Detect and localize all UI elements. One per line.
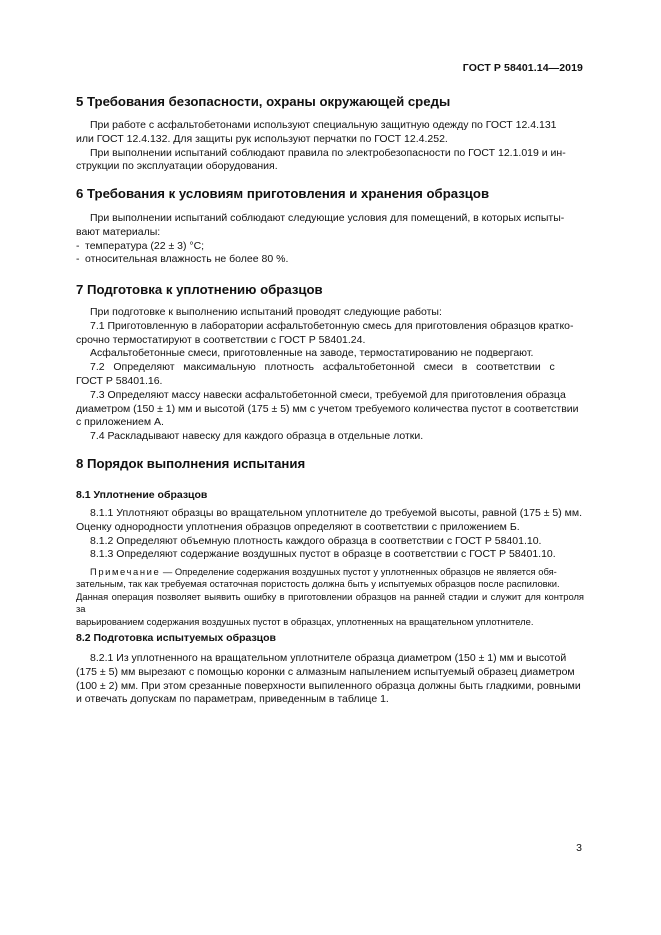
s6-p1-line2: вают материалы:: [76, 225, 161, 238]
section-6-body: [76, 212, 598, 267]
subsection-8-1: [76, 489, 584, 502]
subsection-8-1-body: [76, 507, 598, 562]
s7-73-line1: 7.3 Определяют массу навески асфальтобетонной смеси, требуемой для приготовления образца: [90, 388, 566, 401]
section-5: [76, 94, 584, 110]
s8-821-line2: (175 ± 5) мм вырезают с помощью коронки с алмазным напылением испытуемый образец диаметром: [76, 665, 575, 678]
list-item-text: относительная влажность не более 80 %.: [85, 253, 289, 266]
s7-intro: При подготовке к выполнению испытаний проводят следующие работы:: [90, 306, 442, 318]
s7-71-line2: срочно термостатируют в соответствии с ГОСТ Р 58401.24.: [76, 333, 366, 346]
s5-p2-line2: струкции по эксплуатации оборудования.: [76, 160, 278, 173]
section-6-title: 6 Требования к условиям приготовления и хранения образцов: [76, 186, 490, 201]
section-7-body: [76, 306, 598, 444]
dash-marker: -: [76, 239, 80, 252]
note-block: [76, 566, 598, 628]
subsection-8-2: [76, 632, 584, 645]
section-8-title: 8 Порядок выполнения испытания: [76, 456, 306, 471]
s7-72-line1: 7.2 Определяют максимальную плотность асфальтобетонной смеси в соответствии с: [90, 361, 555, 374]
list-item: [76, 253, 584, 267]
subsection-8-2-body: [76, 652, 598, 707]
s5-p1-line2: или ГОСТ 12.4.132. Для защиты рук используют перчатки по ГОСТ 12.4.252.: [76, 132, 448, 145]
subsection-8-2-title: 8.2 Подготовка испытуемых образцов: [76, 632, 276, 644]
document-code: ГОСТ Р 58401.14—2019: [462, 62, 583, 74]
section-7: [76, 282, 584, 298]
section-7-title: 7 Подготовка к уплотнению образцов: [76, 282, 323, 297]
section-5-body: [76, 119, 598, 174]
list-item-text: температура (22 ± 3) °С;: [85, 239, 205, 252]
note-line1: [90, 566, 584, 578]
page-number: 3: [576, 842, 582, 854]
s5-p2-line1: При выполнении испытаний соблюдают правила по электробезопасности по ГОСТ 12.1.019 и ин-: [90, 146, 566, 159]
s7-73-line2: диаметром (150 ± 1) мм и высотой (175 ± 5) мм с учетом требуемого количества пустот в соответствии: [76, 402, 579, 415]
s8-813: 8.1.3 Определяют содержание воздушных пустот в образце в соответствии с ГОСТ Р 58401.10.: [90, 548, 556, 561]
s7-73-line3: с приложением А.: [76, 416, 164, 429]
section-5-title: 5 Требования безопасности, охраны окружающей среды: [76, 94, 451, 109]
s8-811-line1: 8.1.1 Уплотняют образцы во вращательном уплотнителе до требуемой высоты, равной (175 ± 5) мм.: [90, 507, 583, 519]
s7-71-line1: 7.1 Приготовленную в лаборатории асфальтобетонную смесь для приготовления образцов кратко-: [90, 319, 574, 332]
s8-812: 8.1.2 Определяют объемную плотность каждого образца в соответствии с ГОСТ Р 58401.10.: [90, 534, 542, 547]
s8-821-line3: (100 ± 2) мм. При этом срезанные поверхности выпиленного образца должны быть гладкими, ровными: [76, 679, 581, 692]
s8-821-line1: 8.2.1 Из уплотненного на вращательном уплотнителе образца диаметром (150 ± 1) мм и высотой: [90, 652, 567, 664]
note-label: Примечание: [90, 566, 161, 577]
s7-71b: Асфальтобетонные смеси, приготовленные на заводе, термостатированию не подвергают.: [90, 347, 534, 360]
note-line4: варьированием содержания воздушных пустот в образцах, уплотненных на вращательном уплотнителе.: [76, 615, 534, 627]
subsection-8-1-title: 8.1 Уплотнение образцов: [76, 489, 208, 501]
dash-marker: -: [76, 253, 80, 266]
note-line3: Данная операция позволяет выявить ошибку в приготовлении образцов на ранней стадии и служит для контроля за: [76, 590, 584, 615]
s5-p1-line1: При работе с асфальтобетонами используют специальную защитную одежду по ГОСТ 12.4.131: [90, 119, 557, 131]
s6-p1-line1: При выполнении испытаний соблюдают следующие условия для помещений, в которых испыты-: [90, 212, 565, 224]
note-line2: зательным, так как требуемая остаточная пористость должна быть у испытуемых образцов после распиловки.: [76, 578, 560, 590]
s8-811-line2: Оценку однородности уплотнения образцов определяют в соответствии с приложением Б.: [76, 520, 520, 533]
note-text-1: — Определение содержания воздушных пустот у уплотненных образцов не является обя-: [160, 566, 557, 577]
list-item: [76, 240, 584, 254]
s7-72-line2: ГОСТ Р 58401.16.: [76, 374, 163, 387]
section-6: [76, 186, 584, 202]
section-8: [76, 456, 584, 472]
s8-821-line4: и отвечать допускам по параметрам, приведенным в таблице 1.: [76, 693, 389, 706]
s7-74: 7.4 Раскладывают навеску для каждого образца в отдельные лотки.: [90, 430, 424, 443]
